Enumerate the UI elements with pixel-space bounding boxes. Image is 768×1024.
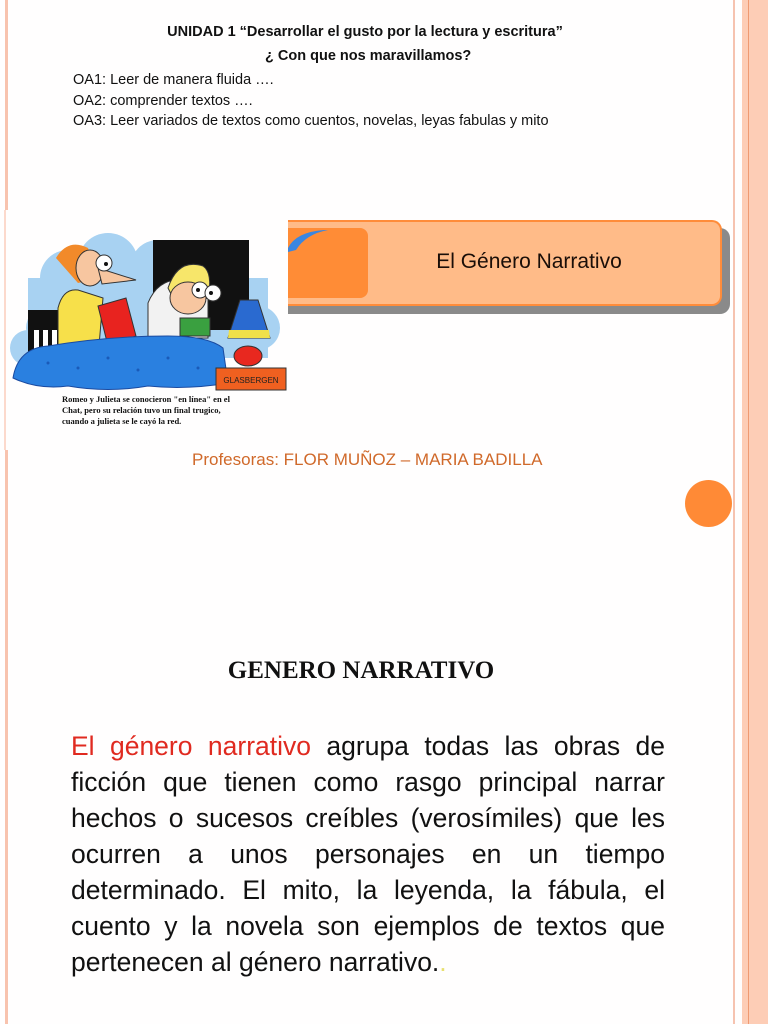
right-border-line [748, 0, 749, 1024]
cartoon-signature: GLASBERGEN [223, 376, 279, 385]
swoosh-icon [288, 228, 328, 252]
objectives-list [73, 70, 549, 132]
right-border-line [733, 0, 735, 1024]
right-border-band [742, 0, 768, 1024]
banner-accent-block [288, 228, 368, 298]
trailing-dot: . [439, 947, 447, 977]
teachers-line: Profesoras: FLOR MUÑOZ – MARIA BADILLA [192, 450, 543, 469]
banner-title: El Género Narrativo [436, 250, 622, 273]
body-text: agrupa todas las obras de ficción que tienen como rasgo principal narrar hechos o sucesos creíbles (verosímiles) que les ocurren a unos personajes en un tiempo determinado. El mito, la leyenda, la fábula, el cuento y la novela son ejemplos de textos que pertenecen al género narrativo. [71, 731, 666, 977]
section-title: GENERO NARRATIVO [227, 657, 495, 684]
left-border-line [4, 210, 6, 450]
objective-item: OA1: Leer de manera fluida …. [73, 72, 274, 88]
decorative-dot [685, 480, 732, 527]
unit-title: UNIDAD 1 “Desarrollar el gusto por la lectura y escritura” [167, 24, 563, 40]
left-border-line [5, 450, 8, 1024]
body-paragraph [71, 728, 665, 980]
unit-question: ¿ Con que nos maravillamos? [265, 48, 472, 64]
objective-item: OA2: comprender textos …. [73, 92, 253, 109]
highlighted-term: El género narrativo [71, 731, 311, 761]
objective-item: OA3: Leer variados de textos como cuentos, novelas, leyas fabulas y mito [73, 113, 549, 129]
cartoon-caption: Romeo y Julieta se conocieron "en línea" en el Chat, pero su relación tuvo un final trugico, cuando a julieta se le cayó la red. [62, 394, 230, 426]
cartoon-illustration [8, 218, 288, 396]
